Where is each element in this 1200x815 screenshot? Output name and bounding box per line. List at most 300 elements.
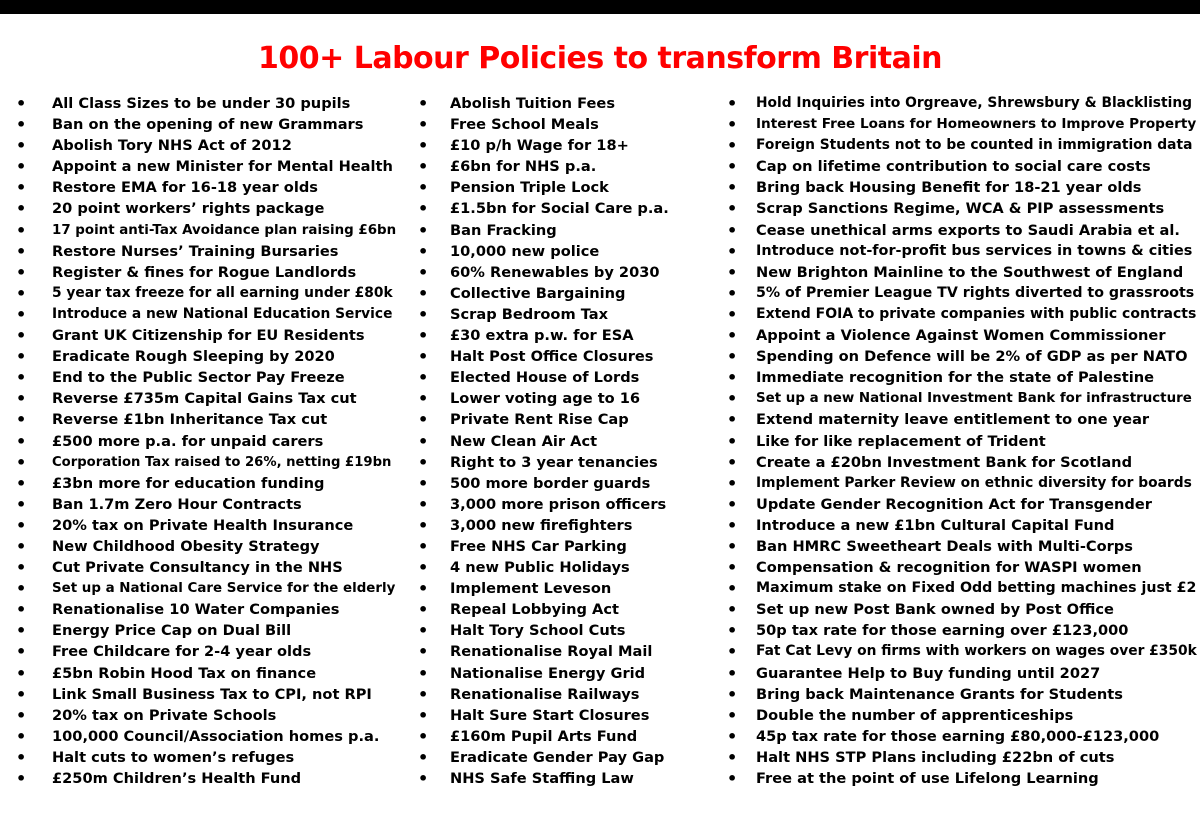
policy-item [16, 325, 396, 346]
policy-item [16, 198, 396, 219]
bullet-icon: • [16, 684, 27, 704]
bullet-icon: • [16, 136, 27, 156]
bullet-icon: • [727, 283, 738, 303]
policy-item [727, 452, 1197, 473]
policy-item [16, 663, 396, 684]
policy-item [418, 177, 718, 198]
policy-item [418, 135, 718, 156]
top-black-bar [0, 0, 1200, 14]
bullet-icon: • [727, 304, 738, 324]
policy-item [727, 220, 1197, 241]
policy-text: Set up a new National Investment Bank for infrastructure [756, 391, 1192, 407]
bullet-icon: • [418, 304, 429, 324]
policy-item [16, 220, 396, 241]
bullet-icon: • [727, 431, 738, 451]
policy-text: 60% Renewables by 2030 [450, 263, 660, 281]
policy-text: Set up a National Care Service for the elderly [52, 581, 396, 597]
bullet-icon: • [418, 94, 429, 113]
bullet-icon: • [418, 705, 429, 725]
bullet-icon: • [418, 473, 429, 493]
policy-item [418, 156, 718, 177]
policy-item [418, 473, 718, 494]
bullet-icon: • [16, 199, 27, 219]
policy-text: Introduce a new £1bn Cultural Capital Fund [756, 516, 1115, 534]
bullet-icon: • [16, 431, 27, 451]
bullet-icon: • [418, 326, 429, 346]
policy-item [418, 452, 718, 473]
policy-list-column-1 [16, 93, 396, 789]
policy-text: New Brighton Mainline to the Southwest of England [756, 263, 1184, 281]
policy-text: Pension Triple Lock [450, 179, 609, 197]
bullet-icon: • [727, 684, 738, 704]
policy-text: Scrap Sanctions Regime, WCA & PIP assessments [756, 200, 1165, 218]
bullet-icon: • [727, 136, 738, 156]
policy-text: Spending on Defence will be 2% of GDP as per NATO [756, 348, 1188, 366]
policy-text: Private Rent Rise Cap [450, 411, 629, 429]
policy-text: 10,000 new police [450, 242, 600, 260]
policy-text: £10 p/h Wage for 18+ [450, 137, 629, 155]
bullet-icon: • [727, 347, 738, 367]
policy-text: Halt cuts to women’s refuges [52, 748, 295, 766]
policy-text: 500 more border guards [450, 474, 651, 492]
bullet-icon: • [727, 389, 738, 409]
policy-item [16, 768, 396, 789]
bullet-icon: • [727, 241, 738, 261]
policy-text: Extend maternity leave entitlement to one year [756, 411, 1150, 429]
policy-item [418, 515, 718, 536]
policy-item [418, 304, 718, 325]
policy-text: 3,000 more prison officers [450, 495, 667, 513]
bullet-icon: • [418, 747, 429, 767]
bullet-icon: • [727, 579, 738, 599]
policy-item [16, 684, 396, 705]
policy-text: Double the number of apprenticeships [756, 706, 1074, 724]
policy-text: £3bn more for education funding [52, 474, 325, 492]
bullet-icon: • [16, 769, 27, 788]
policy-item [16, 599, 396, 620]
bullet-icon: • [727, 642, 738, 662]
bullet-icon: • [16, 241, 27, 261]
policy-item [418, 346, 718, 367]
policy-item [727, 198, 1197, 219]
bullet-icon: • [727, 157, 738, 177]
bullet-icon: • [16, 304, 27, 324]
bullet-icon: • [418, 769, 429, 788]
bullet-icon: • [16, 220, 27, 240]
policy-text: Link Small Business Tax to CPI, not RPI [52, 685, 372, 703]
bullet-icon: • [16, 600, 27, 620]
policy-text: Free Childcare for 2-4 year olds [52, 643, 312, 661]
policy-text: Interest Free Loans for Homeowners to Improve Property [756, 116, 1197, 133]
policy-list-column-3 [727, 93, 1197, 789]
bullet-icon: • [16, 536, 27, 556]
bullet-icon: • [727, 368, 738, 388]
policy-item [727, 494, 1197, 515]
bullet-icon: • [727, 515, 738, 535]
policy-text: 100,000 Council/Association homes p.a. [52, 727, 380, 745]
bullet-icon: • [418, 726, 429, 746]
policy-text: Energy Price Cap on Dual Bill [52, 622, 292, 640]
bullet-icon: • [418, 262, 429, 282]
policy-text: Maximum stake on Fixed Odd betting machines just £2 [756, 580, 1197, 597]
bullet-icon: • [418, 136, 429, 156]
policy-item [16, 156, 396, 177]
policy-item [16, 346, 396, 367]
policy-item [418, 494, 718, 515]
policy-item [418, 705, 718, 726]
bullet-icon: • [418, 642, 429, 662]
bullet-icon: • [16, 452, 27, 472]
policy-item [727, 473, 1197, 494]
bullet-icon: • [16, 726, 27, 746]
policy-item [16, 241, 396, 262]
bullet-icon: • [727, 452, 738, 472]
policy-text: Scrap Bedroom Tax [450, 305, 609, 323]
bullet-icon: • [418, 494, 429, 514]
policy-item [16, 304, 396, 325]
policy-item [16, 641, 396, 662]
bullet-icon: • [16, 115, 27, 135]
bullet-icon: • [418, 178, 429, 198]
policy-item [418, 663, 718, 684]
policy-item [727, 768, 1197, 789]
policy-item [418, 93, 718, 114]
policy-item [16, 473, 396, 494]
policy-text: Renationalise 10 Water Companies [52, 601, 340, 619]
policy-text: Ban on the opening of new Grammars [52, 116, 364, 134]
bullet-icon: • [727, 326, 738, 346]
policy-text: 50p tax rate for those earning over £123,000 [756, 622, 1129, 640]
policy-text: Set up new Post Bank owned by Post Office [756, 601, 1114, 619]
bullet-icon: • [727, 705, 738, 725]
bullet-icon: • [16, 157, 27, 177]
policy-item [16, 114, 396, 135]
bullet-icon: • [418, 283, 429, 303]
policy-item [727, 367, 1197, 388]
policy-item [727, 641, 1197, 662]
bullet-icon: • [727, 663, 738, 683]
policy-item [727, 578, 1197, 599]
policy-text: Restore EMA for 16-18 year olds [52, 179, 318, 197]
policy-text: Renationalise Royal Mail [450, 643, 653, 661]
policy-text: Appoint a Violence Against Women Commissioner [756, 327, 1166, 345]
policy-item [16, 536, 396, 557]
policy-text: NHS Safe Staffing Law [450, 770, 634, 787]
policy-text: Fat Cat Levy on firms with workers on wages over £350k [756, 643, 1197, 660]
bullet-icon: • [16, 515, 27, 535]
policy-text: Restore Nurses’ Training Bursaries [52, 242, 339, 260]
policy-item [16, 557, 396, 578]
bullet-icon: • [418, 157, 429, 177]
bullet-icon: • [418, 515, 429, 535]
policy-text: Update Gender Recognition Act for Transgender [756, 495, 1152, 513]
policy-item [418, 220, 718, 241]
policy-item [16, 135, 396, 156]
policy-text: Renationalise Railways [450, 685, 640, 703]
policy-item [16, 177, 396, 198]
bullet-icon: • [727, 199, 738, 219]
bullet-icon: • [16, 326, 27, 346]
bullet-icon: • [418, 368, 429, 388]
bullet-icon: • [418, 241, 429, 261]
policy-text: 17 point anti-Tax Avoidance plan raising £6bn [52, 222, 397, 238]
policy-item [727, 409, 1197, 430]
policy-text: Free at the point of use Lifelong Learning [756, 770, 1099, 787]
bullet-icon: • [16, 347, 27, 367]
policy-text: Immediate recognition for the state of Palestine [756, 369, 1155, 387]
policy-item [16, 452, 396, 473]
policy-text: New Clean Air Act [450, 432, 598, 450]
policy-text: Register & fines for Rogue Landlords [52, 263, 357, 281]
bullet-icon: • [418, 347, 429, 367]
bullet-icon: • [727, 410, 738, 430]
policy-text: 20% tax on Private Health Insurance [52, 516, 354, 534]
policy-text: 5% of Premier League TV rights diverted to grassroots [756, 284, 1195, 301]
policy-text: Introduce a new National Education Service [52, 305, 393, 322]
policy-text: Like for like replacement of Trident [756, 432, 1046, 450]
bullet-icon: • [727, 621, 738, 641]
bullet-icon: • [727, 262, 738, 282]
bullet-icon: • [727, 726, 738, 746]
policy-item [418, 114, 718, 135]
policy-text: Implement Leveson [450, 580, 612, 598]
policy-item [418, 726, 718, 747]
policy-item [418, 684, 718, 705]
policy-item [418, 431, 718, 452]
policy-item [727, 283, 1197, 304]
policy-text: Appoint a new Minister for Mental Health [52, 158, 393, 176]
policy-item [16, 367, 396, 388]
policy-item [418, 241, 718, 262]
bullet-icon: • [727, 747, 738, 767]
policy-item [418, 325, 718, 346]
policy-item [16, 747, 396, 768]
policy-text: £1.5bn for Social Care p.a. [450, 200, 669, 218]
policy-text: Elected House of Lords [450, 369, 640, 387]
bullet-icon: • [418, 410, 429, 430]
policy-item [727, 304, 1197, 325]
policy-item [727, 536, 1197, 557]
policy-text: Grant UK Citizenship for EU Residents [52, 327, 365, 345]
policy-text: 45p tax rate for those earning £80,000-£123,000 [756, 727, 1160, 745]
bullet-icon: • [16, 473, 27, 493]
policy-item [16, 431, 396, 452]
bullet-icon: • [16, 747, 27, 767]
bullet-icon: • [418, 199, 429, 219]
policy-item [727, 156, 1197, 177]
policy-text: Cease unethical arms exports to Saudi Arabia et al. [756, 221, 1180, 239]
policy-item [16, 93, 396, 114]
policy-text: Guarantee Help to Buy funding until 2027 [756, 664, 1101, 682]
policy-item [727, 177, 1197, 198]
bullet-icon: • [16, 494, 27, 514]
bullet-icon: • [16, 368, 27, 388]
policy-text: Ban Fracking [450, 221, 557, 239]
policy-text: Free School Meals [450, 116, 599, 134]
policy-list-column-2 [418, 93, 718, 789]
bullet-icon: • [418, 536, 429, 556]
policy-item [727, 684, 1197, 705]
bullet-icon: • [727, 115, 738, 135]
policy-text: Cut Private Consultancy in the NHS [52, 559, 343, 577]
policy-item [727, 663, 1197, 684]
policy-text: 20% tax on Private Schools [52, 706, 277, 724]
bullet-icon: • [16, 621, 27, 641]
policy-item [418, 641, 718, 662]
policy-item [16, 283, 396, 304]
policy-item [16, 620, 396, 641]
policy-text: New Childhood Obesity Strategy [52, 537, 320, 555]
policy-text: End to the Public Sector Pay Freeze [52, 369, 345, 387]
policy-text: £30 extra p.w. for ESA [450, 327, 634, 345]
bullet-icon: • [16, 94, 27, 113]
policy-item [16, 578, 396, 599]
policy-item [418, 620, 718, 641]
policy-text: Halt Post Office Closures [450, 348, 654, 366]
policy-item [418, 557, 718, 578]
policy-item [727, 705, 1197, 726]
policy-item [418, 747, 718, 768]
policy-item [727, 557, 1197, 578]
bullet-icon: • [16, 410, 27, 430]
bullet-icon: • [16, 262, 27, 282]
policy-item [16, 388, 396, 409]
bullet-icon: • [16, 642, 27, 662]
policy-text: Bring back Housing Benefit for 18-21 year olds [756, 179, 1142, 197]
policy-text: £500 more p.a. for unpaid carers [52, 432, 324, 450]
bullet-icon: • [16, 178, 27, 198]
bullet-icon: • [727, 536, 738, 556]
policy-item [727, 431, 1197, 452]
bullet-icon: • [727, 94, 738, 113]
policy-item [418, 599, 718, 620]
policy-item [727, 599, 1197, 620]
policy-text: Halt NHS STP Plans including £22bn of cuts [756, 748, 1115, 766]
bullet-icon: • [418, 663, 429, 683]
policy-text: Cap on lifetime contribution to social care costs [756, 158, 1151, 176]
policy-text: 5 year tax freeze for all earning under £80k [52, 284, 393, 301]
policy-text: 3,000 new firefighters [450, 516, 633, 534]
policy-item [418, 578, 718, 599]
policy-item [418, 283, 718, 304]
policy-item [16, 262, 396, 283]
policy-text: Ban 1.7m Zero Hour Contracts [52, 495, 302, 513]
policy-text: Eradicate Gender Pay Gap [450, 748, 665, 766]
bullet-icon: • [727, 473, 738, 493]
policy-text: £160m Pupil Arts Fund [450, 727, 638, 745]
policy-item [418, 262, 718, 283]
policy-item [727, 747, 1197, 768]
policy-item [418, 367, 718, 388]
bullet-icon: • [727, 600, 738, 620]
policy-text: Nationalise Energy Grid [450, 664, 646, 682]
policy-text: Foreign Students not to be counted in immigration data [756, 137, 1193, 154]
policy-text: Ban HMRC Sweetheart Deals with Multi-Corps [756, 537, 1133, 555]
policy-item [727, 726, 1197, 747]
bullet-icon: • [418, 621, 429, 641]
policy-text: Lower voting age to 16 [450, 390, 641, 408]
policy-text: All Class Sizes to be under 30 pupils [52, 95, 351, 112]
policy-text: 4 new Public Holidays [450, 559, 630, 577]
policy-item [727, 135, 1197, 156]
policy-text: Reverse £1bn Inheritance Tax cut [52, 411, 328, 429]
policy-item [16, 515, 396, 536]
bullet-icon: • [16, 558, 27, 578]
bullet-icon: • [418, 600, 429, 620]
bullet-icon: • [418, 431, 429, 451]
policy-text: Halt Tory School Cuts [450, 622, 626, 640]
policy-item [16, 494, 396, 515]
bullet-icon: • [727, 769, 738, 788]
policy-item [727, 114, 1197, 135]
policy-text: Abolish Tuition Fees [450, 95, 616, 112]
bullet-icon: • [418, 452, 429, 472]
policy-text: Bring back Maintenance Grants for Students [756, 685, 1123, 703]
policy-text: Introduce not-for-profit bus services in towns & cities [756, 242, 1193, 259]
policy-item [727, 241, 1197, 262]
policy-text: £5bn Robin Hood Tax on finance [52, 664, 317, 682]
bullet-icon: • [16, 389, 27, 409]
policy-item [727, 346, 1197, 367]
policy-item [418, 409, 718, 430]
policy-item [727, 515, 1197, 536]
policy-item [727, 262, 1197, 283]
policy-text: Corporation Tax raised to 26%, netting £19bn [52, 454, 392, 470]
bullet-icon: • [16, 283, 27, 303]
bullet-icon: • [418, 220, 429, 240]
policy-item [418, 536, 718, 557]
bullet-icon: • [418, 579, 429, 599]
bullet-icon: • [727, 178, 738, 198]
bullet-icon: • [727, 494, 738, 514]
policy-item [727, 93, 1197, 114]
policy-item [16, 409, 396, 430]
bullet-icon: • [418, 558, 429, 578]
bullet-icon: • [16, 663, 27, 683]
policy-item [16, 705, 396, 726]
bullet-icon: • [418, 684, 429, 704]
policy-text: Extend FOIA to private companies with public contracts [756, 305, 1197, 322]
policy-item [727, 325, 1197, 346]
bullet-icon: • [16, 705, 27, 725]
policy-text: Hold Inquiries into Orgreave, Shrewsbury & Blacklisting [756, 95, 1193, 111]
policy-text: Reverse £735m Capital Gains Tax cut [52, 390, 357, 408]
policy-item [418, 198, 718, 219]
bullet-icon: • [16, 579, 27, 599]
policy-text: Free NHS Car Parking [450, 537, 627, 555]
policy-item [727, 388, 1197, 409]
policy-text: Abolish Tory NHS Act of 2012 [52, 137, 292, 155]
policy-text: Collective Bargaining [450, 284, 626, 302]
policy-text: £250m Children’s Health Fund [52, 770, 302, 787]
bullet-icon: • [727, 220, 738, 240]
policy-item [418, 388, 718, 409]
policy-text: Halt Sure Start Closures [450, 706, 650, 724]
policy-text: Repeal Lobbying Act [450, 601, 619, 619]
policy-text: Compensation & recognition for WASPI women [756, 559, 1142, 577]
bullet-icon: • [418, 389, 429, 409]
policy-text: Right to 3 year tenancies [450, 453, 658, 471]
bullet-icon: • [418, 115, 429, 135]
policy-text: £6bn for NHS p.a. [450, 158, 597, 176]
policy-item [418, 768, 718, 789]
policy-text: Eradicate Rough Sleeping by 2020 [52, 348, 335, 366]
policy-text: Implement Parker Review on ethnic diversity for boards [756, 474, 1192, 491]
policy-text: Create a £20bn Investment Bank for Scotland [756, 453, 1133, 471]
policy-item [727, 620, 1197, 641]
policy-item [16, 726, 396, 747]
page-title: 100+ Labour Policies to transform Britain [258, 41, 942, 76]
